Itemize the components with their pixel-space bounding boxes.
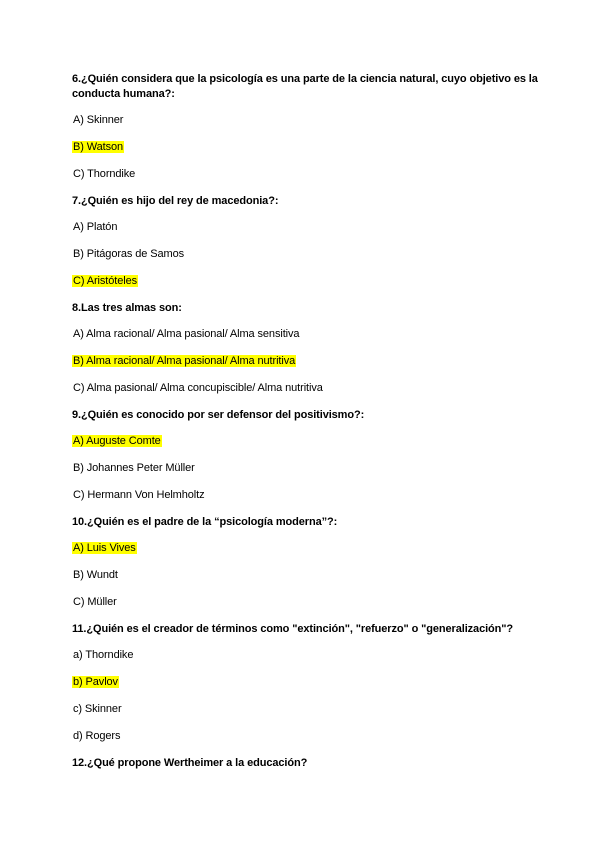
question-6-option-a: A) Skinner xyxy=(73,114,124,126)
question-block-6 xyxy=(72,72,542,181)
question-block-8 xyxy=(72,301,542,395)
question-10-option-b: B) Wundt xyxy=(73,569,118,581)
question-8-option-c: C) Alma pasional/ Alma concupiscible/ Alma nutritiva xyxy=(73,382,323,394)
question-7-option-b: B) Pitágoras de Samos xyxy=(73,248,185,260)
question-11-text: 11.¿Quién es el creador de términos como "extinción", "refuerzo" o "generalización"? xyxy=(72,623,514,635)
question-11-option-d: d) Rogers xyxy=(73,730,121,742)
question-10-text: 10.¿Quién es el padre de la “psicología moderna”?: xyxy=(72,516,338,528)
question-block-11 xyxy=(72,622,542,743)
question-block-12 xyxy=(72,756,542,771)
question-9-option-c: C) Hermann Von Helmholtz xyxy=(73,489,205,501)
question-7-option-c-highlighted: C) Aristóteles xyxy=(73,275,138,287)
question-9-option-b: B) Johannes Peter Müller xyxy=(73,462,195,474)
question-11-option-a: a) Thorndike xyxy=(73,649,134,661)
question-6-text: 6.¿Quién considera que la psicología es una parte de la ciencia natural, cuyo objetivo es la conducta humana?: xyxy=(72,73,538,100)
question-7-option-a: A) Platón xyxy=(73,221,118,233)
question-8-option-b-highlighted: B) Alma racional/ Alma pasional/ Alma nutritiva xyxy=(73,355,296,367)
question-6-option-b-highlighted: B) Watson xyxy=(73,141,124,153)
question-block-7 xyxy=(72,194,542,288)
quiz-content xyxy=(72,72,542,782)
question-block-10 xyxy=(72,515,542,609)
question-6-option-c: C) Thorndike xyxy=(73,168,136,180)
question-block-9 xyxy=(72,408,542,502)
question-7-text: 7.¿Quién es hijo del rey de macedonia?: xyxy=(72,195,279,207)
question-11-option-b-highlighted: b) Pavlov xyxy=(73,676,118,688)
question-12-text: 12.¿Qué propone Wertheimer a la educación? xyxy=(72,757,308,769)
question-11-option-c: c) Skinner xyxy=(73,703,122,715)
question-9-text: 9.¿Quién es conocido por ser defensor del positivismo?: xyxy=(72,409,365,421)
question-10-option-c: C) Müller xyxy=(73,596,117,608)
question-8-option-a: A) Alma racional/ Alma pasional/ Alma sensitiva xyxy=(73,328,300,340)
question-8-text: 8.Las tres almas son: xyxy=(72,302,182,314)
question-10-option-a-highlighted: A) Luis Vives xyxy=(73,542,136,554)
question-9-option-a-highlighted: A) Auguste Comte xyxy=(73,435,161,447)
